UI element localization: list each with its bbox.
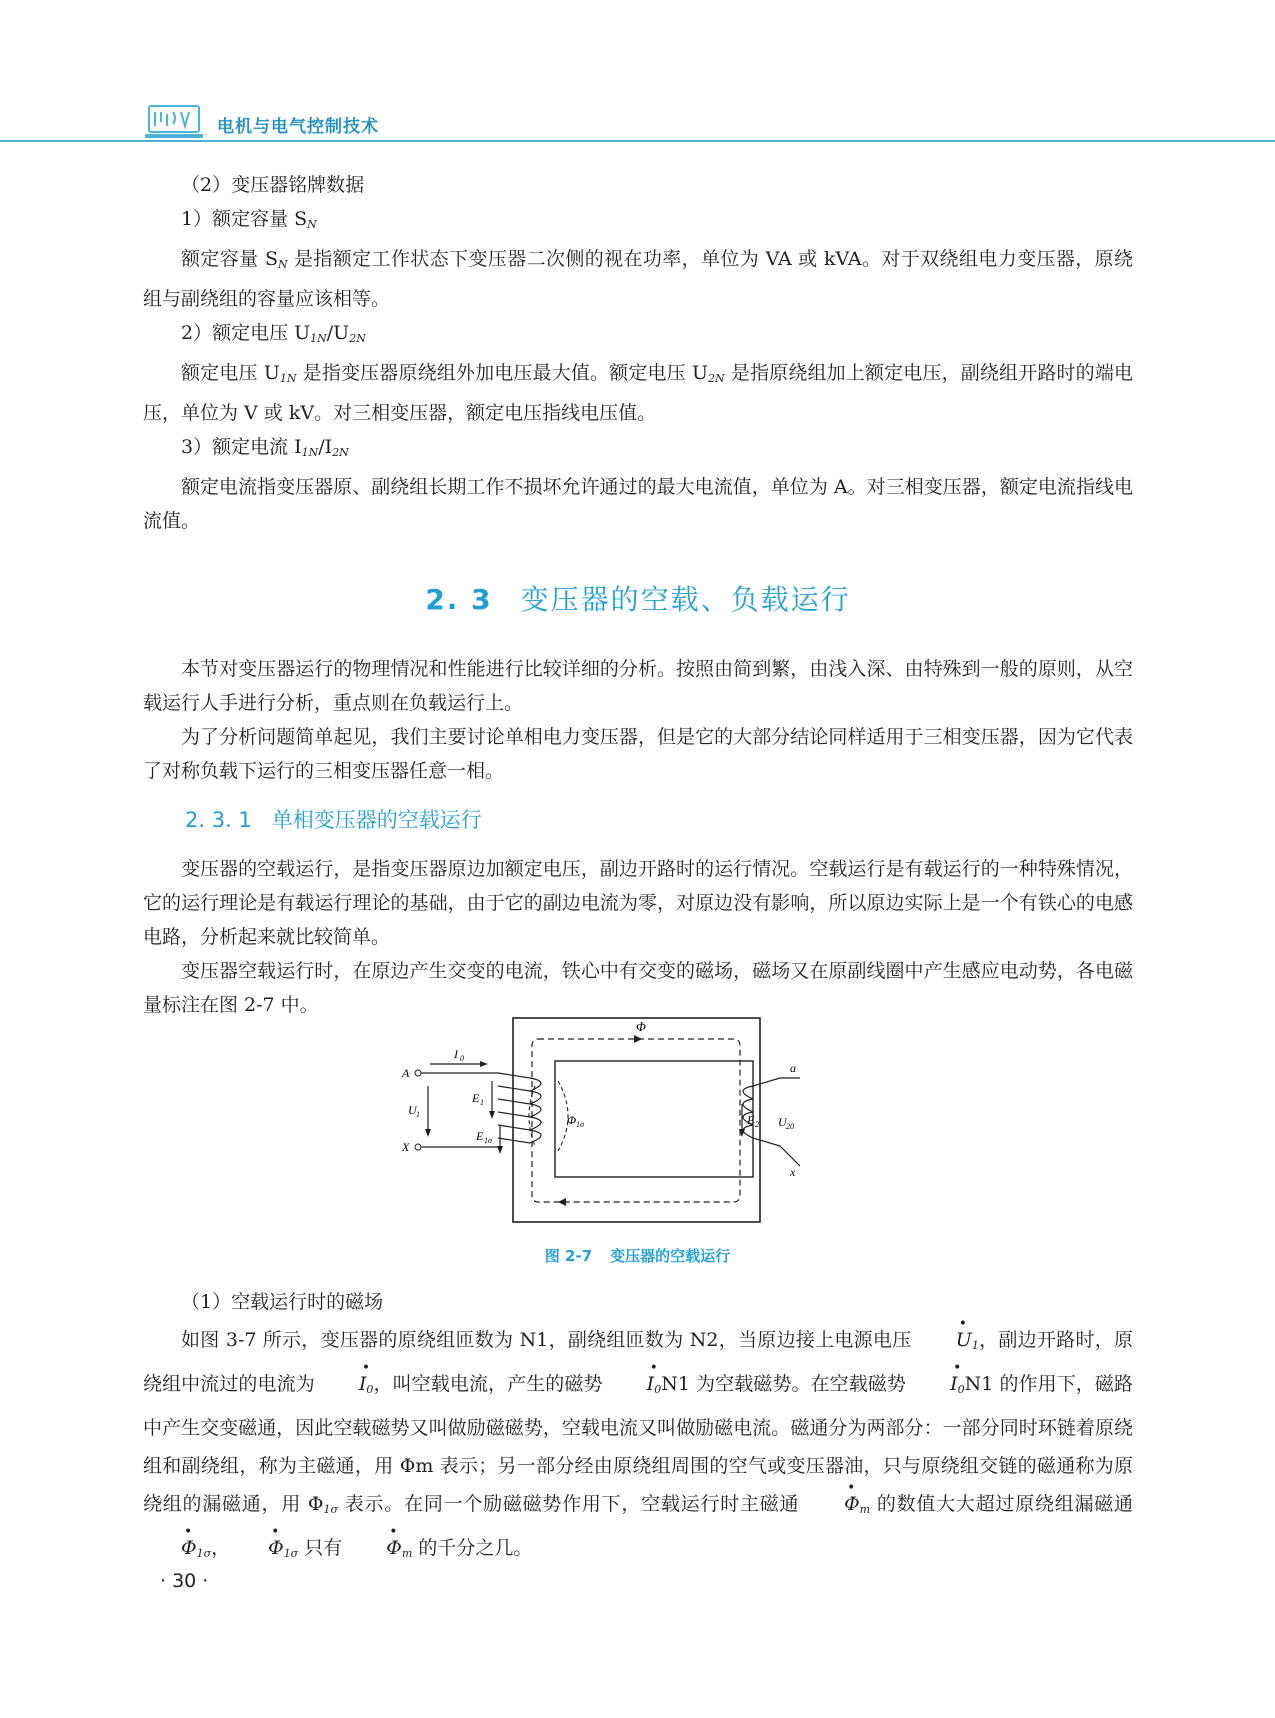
i0-label: I bbox=[454, 1047, 458, 1061]
transformer-no-load-diagram bbox=[380, 1016, 800, 1226]
e2-label: E bbox=[747, 1113, 755, 1127]
page-number: · 30 · bbox=[160, 1570, 209, 1592]
subsection-para-2: 变压器空载运行时，在原边产生交变的电流，铁心中有交变的磁场，磁场又在原副线圈中产生感应电动势，各电磁量标注在图 2-7 中。 bbox=[143, 960, 1133, 1016]
terminal-X: X bbox=[402, 1140, 410, 1154]
header-divider bbox=[0, 140, 1275, 142]
e1-label: E bbox=[472, 1091, 480, 1105]
figure-caption bbox=[0, 1245, 1275, 1266]
rated-current-heading: 3）额定电流 I1N/I2N bbox=[181, 436, 349, 459]
rated-capacity-para: 额定容量 SN 是指额定工作状态下变压器二次侧的视在功率，单位为 VA 或 kVA。对于双绕组电力变压器，原绕组与副绕组的容量应该相等。 bbox=[143, 248, 1133, 310]
top-content bbox=[143, 168, 1133, 1022]
svg-text:1σ: 1σ bbox=[484, 1136, 492, 1145]
terminal-x: x bbox=[790, 1165, 796, 1179]
subsection-number: 2. 3. 1 bbox=[185, 808, 252, 832]
svg-text:1: 1 bbox=[480, 1098, 484, 1107]
phi-label: Φ bbox=[636, 1019, 646, 1034]
svg-text:2: 2 bbox=[755, 1120, 759, 1129]
terminal-A: A bbox=[402, 1066, 410, 1080]
rated-voltage-heading: 2）额定电压 U1N/U2N bbox=[181, 322, 366, 345]
section-heading: 变压器的空载、负载运行 bbox=[520, 583, 851, 616]
book-logo-icon bbox=[145, 104, 203, 142]
e1-leakage-label: E bbox=[476, 1129, 484, 1143]
section-para-2: 为了分析问题简单起见，我们主要讨论单相电力变压器，但是它的大部分结论同样适用于三相变压器，因为它代表了对称负载下运行的三相变压器任意一相。 bbox=[143, 726, 1133, 782]
primary-winding bbox=[498, 1073, 541, 1143]
core-window bbox=[555, 1061, 753, 1177]
svg-text:1: 1 bbox=[416, 1110, 420, 1119]
svg-text:0: 0 bbox=[460, 1054, 464, 1063]
u1-label: U bbox=[408, 1103, 417, 1117]
magnetic-field-heading: （1）空载运行时的磁场 bbox=[181, 1291, 384, 1313]
svg-text:20: 20 bbox=[786, 1122, 794, 1131]
terminal-a: a bbox=[790, 1061, 796, 1075]
figure-number: 图 2-7 bbox=[544, 1247, 593, 1265]
rated-capacity-heading: 1）额定容量 SN bbox=[181, 208, 317, 231]
subsection-para-1: 变压器的空载运行，是指变压器原边加额定电压，副边开路时的运行情况。空载运行是有载运行的一种特殊情况，它的运行理论是有载运行理论的基础，由于它的副边电流为零，对原边没有影响，所以原边实际上是一个有铁心的电感电路，分析起来就比较简单。 bbox=[143, 858, 1133, 948]
svg-text:1σ: 1σ bbox=[576, 1120, 584, 1129]
u20-label: U bbox=[778, 1115, 787, 1129]
bottom-content bbox=[143, 1283, 1133, 1573]
core-outer bbox=[513, 1018, 760, 1222]
nameplate-heading: （2）变压器铭牌数据 bbox=[181, 174, 365, 196]
rated-voltage-para: 额定电压 U1N 是指变压器原绕组外加电压最大值。额定电压 U2N 是指原绕组加上额定电压，副绕组开路时的端电压，单位为 V 或 kV。对三相变压器，额定电压指线电压值。 bbox=[143, 362, 1133, 424]
phi-leakage-label: Φ bbox=[567, 1113, 577, 1127]
figure-title: 变压器的空载运行 bbox=[610, 1247, 731, 1265]
book-title: 电机与电气控制技术 bbox=[217, 117, 379, 137]
subsection-title bbox=[185, 804, 1133, 834]
section-para-1: 本节对变压器运行的物理情况和性能进行比较详细的分析。按照由简到繁，由浅入深、由特殊到一般的原则，从空载运行人手进行分析，重点则在负载运行上。 bbox=[143, 658, 1133, 714]
subsection-heading: 单相变压器的空载运行 bbox=[271, 808, 482, 832]
section-number: 2. 3 bbox=[425, 583, 493, 616]
secondary-winding bbox=[743, 1078, 780, 1146]
page-header bbox=[0, 0, 1275, 160]
magnetic-field-para: 如图 3-7 所示，变压器的原绕组匝数为 N1，副绕组匝数为 N2，当原边接上电源电压 • U1，副边开路时，原绕组中流过的电流为 • I0，叫空载电流，产生的磁势 • I0N1 为空载磁势。在空载磁势 • I0N1 的作用下，磁路中产生交变磁通，因此空载磁势又叫做励磁磁势，空载电流又叫做励磁电流。磁通分为两部分：一部分同时环链着原绕组和副绕组，称为主磁通，用 Φm 表示；另一部分经由原绕组周围的空气或变压器油，只与原绕组交链的磁通称为原绕组的漏磁通，用 Φ1σ 表示。在同一个励磁磁势作用下，空载运行时主磁通 • Φm 的数值大大超过原绕组漏磁通 • Φ1σ，• Φ1σ 只有 • Φm 的千分之几。 bbox=[143, 1321, 1133, 1573]
section-title bbox=[143, 578, 1133, 618]
rated-current-para: 额定电流指变压器原、副绕组长期工作不损坏允许通过的最大电流值，单位为 A。对三相变压器，额定电流指线电流值。 bbox=[143, 476, 1133, 532]
